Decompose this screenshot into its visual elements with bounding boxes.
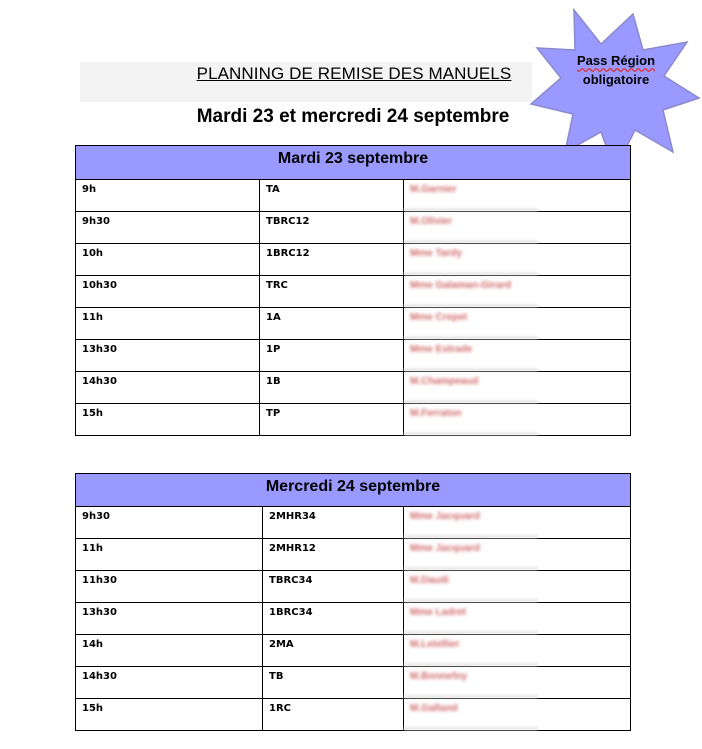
name-cell	[404, 539, 631, 571]
table-row	[76, 603, 631, 635]
class-cell: TBRC12	[260, 212, 404, 244]
time-cell: 13h30	[76, 603, 263, 635]
teacher-name: Mme Tardy	[410, 248, 463, 259]
table-row	[76, 539, 631, 571]
callout-text	[556, 51, 676, 89]
teacher-name: Mme Jacquard	[410, 543, 481, 554]
name-cell	[404, 372, 631, 404]
time-cell: 11h30	[76, 571, 263, 603]
teacher-name: Mme Estrade	[410, 344, 473, 355]
class-cell: TBRC34	[263, 571, 404, 603]
redaction-shadow	[404, 432, 538, 435]
table-heading: Mercredi 24 septembre	[76, 474, 631, 507]
class-cell: 2MHR12	[263, 539, 404, 571]
class-cell: 1BRC34	[263, 603, 404, 635]
table-row	[76, 507, 631, 539]
callout-line-2: obligatoire	[582, 72, 650, 87]
teacher-name: Mme Crepet	[410, 312, 468, 323]
table-row	[76, 180, 631, 212]
name-cell	[404, 212, 631, 244]
name-cell	[404, 699, 631, 731]
class-cell: 1A	[260, 308, 404, 340]
table-row	[76, 276, 631, 308]
name-cell	[404, 571, 631, 603]
table-row	[76, 308, 631, 340]
table-row	[76, 667, 631, 699]
class-cell: 2MA	[263, 635, 404, 667]
teacher-name: M.Bonnefoy	[410, 671, 468, 682]
time-cell: 9h30	[76, 212, 260, 244]
class-cell: TB	[263, 667, 404, 699]
time-cell: 14h	[76, 635, 263, 667]
teacher-name: M.Galland	[410, 703, 458, 714]
table-row	[76, 372, 631, 404]
redaction-shadow	[404, 727, 538, 730]
name-cell	[404, 244, 631, 276]
class-cell: TRC	[260, 276, 404, 308]
class-cell: 2MHR34	[263, 507, 404, 539]
table-row	[76, 212, 631, 244]
table-row	[76, 571, 631, 603]
table-header-row	[76, 474, 631, 507]
class-cell: TA	[260, 180, 404, 212]
callout-line-1: Pass Région	[576, 53, 656, 68]
table-row	[76, 244, 631, 276]
teacher-name: M.Garnier	[410, 184, 457, 195]
time-cell: 14h30	[76, 667, 263, 699]
time-cell: 11h	[76, 539, 263, 571]
name-cell	[404, 507, 631, 539]
page-subtitle: Mardi 23 et mercredi 24 septembre	[196, 106, 510, 127]
table-row	[76, 635, 631, 667]
name-cell	[404, 603, 631, 635]
time-cell: 15h	[76, 699, 263, 731]
teacher-name: Mme Jacquard	[410, 511, 481, 522]
table-body	[76, 507, 631, 731]
time-cell: 13h30	[76, 340, 260, 372]
time-cell: 9h30	[76, 507, 263, 539]
time-cell: 9h	[76, 180, 260, 212]
name-cell	[404, 340, 631, 372]
name-cell	[404, 635, 631, 667]
teacher-name: M.Olivier	[410, 216, 453, 227]
table-header-row	[76, 146, 631, 180]
class-cell: 1P	[260, 340, 404, 372]
name-cell	[404, 276, 631, 308]
teacher-name: M.Daudi	[410, 575, 449, 586]
teacher-name: M.Letellier	[410, 639, 460, 650]
table-row	[76, 340, 631, 372]
schedule-table-wednesday	[75, 473, 631, 731]
name-cell	[404, 404, 631, 436]
time-cell: 14h30	[76, 372, 260, 404]
class-cell: 1BRC12	[260, 244, 404, 276]
teacher-name: Mme Galaman-Girard	[410, 280, 512, 291]
time-cell: 15h	[76, 404, 260, 436]
teacher-name: Mme Ladret	[410, 607, 467, 618]
time-cell: 10h	[76, 244, 260, 276]
class-cell: 1B	[260, 372, 404, 404]
teacher-name: M.Ferraton	[410, 408, 462, 419]
table-heading: Mardi 23 septembre	[76, 146, 631, 180]
page-title: PLANNING DE REMISE DES MANUELS	[196, 64, 512, 83]
schedule-table-tuesday	[75, 145, 631, 436]
name-cell	[404, 180, 631, 212]
time-cell: 11h	[76, 308, 260, 340]
table-row	[76, 404, 631, 436]
class-cell: TP	[260, 404, 404, 436]
teacher-name: M.Champeaud	[410, 376, 479, 387]
table-body	[76, 180, 631, 436]
time-cell: 10h30	[76, 276, 260, 308]
name-cell	[404, 308, 631, 340]
class-cell: 1RC	[263, 699, 404, 731]
table-row	[76, 699, 631, 731]
name-cell	[404, 667, 631, 699]
